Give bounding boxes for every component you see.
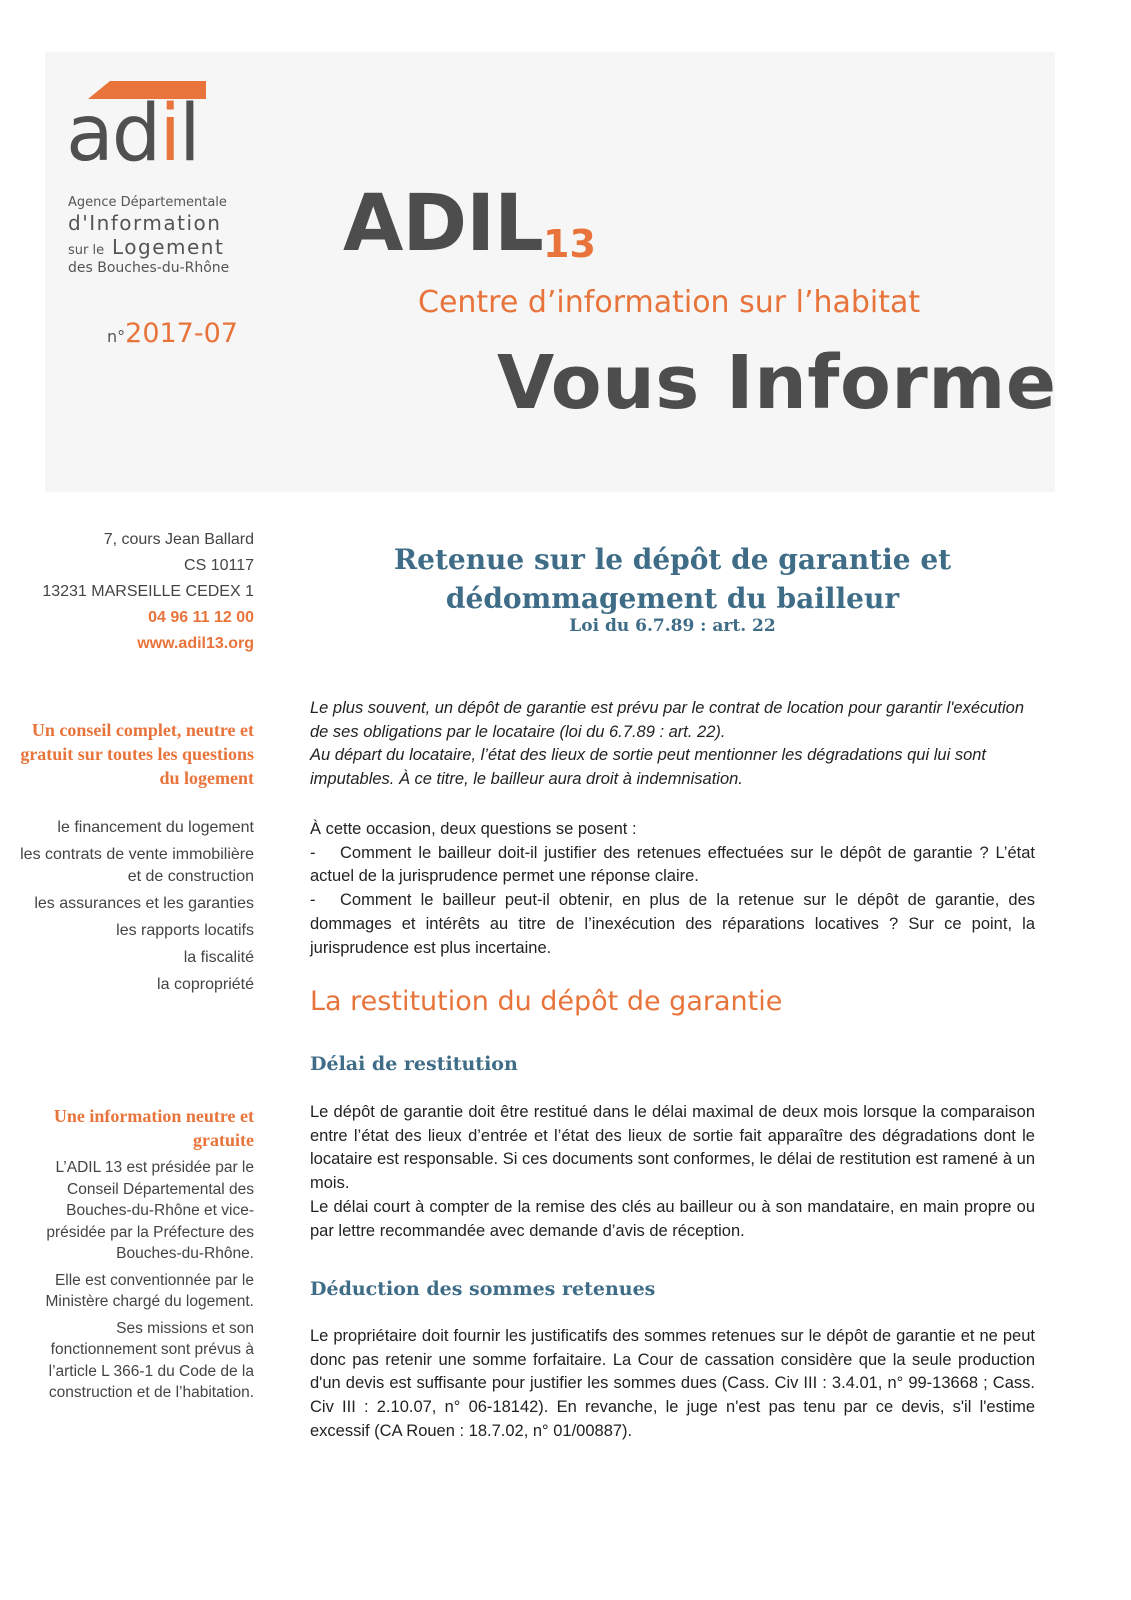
body-paragraph: Le propriétaire doit fournir les justificatifs des sommes retenues sur le dépôt de garantie et ne peut donc pas retenir une somme forfaitaire. La Cour de cassation considère que la seule production d'un devis est suffisante pour justifier les sommes dues (Cass. Civ III : 3.4.01, n° 99-13668 ; Cass. Civ III : 2.10.07, n° 06-18142). En revanche, le juge n'est pas tenu par ce devis, s'il l'estime excessif (CA Rouen : 18.7.02, n° 01/00887). [310,1327,1035,1440]
subsection-body [310,1101,1035,1243]
info-paragraph: L’ADIL 13 est présidée par le Conseil Départemental des Bouches-du-Rhône et vice-présidée par la Préfecture des Bouches-du-Rhône. [46,1159,254,1262]
intro-paragraph: Au départ du locataire, l’état des lieux de sortie peut mentionner les dégradations qui lui sont imputables. À ce titre, le bailleur aura droit à indemnisation. [310,746,987,789]
adil-logo [66,75,246,275]
info-heading: Une information neutre et gratuite [53,1106,254,1150]
subsection-body [310,1325,1035,1444]
section-heading: La restitution du dépôt de garantie [310,986,783,1017]
address-line: 7, cours Jean Ballard [103,531,254,548]
topic-item: la fiscalité [183,949,254,966]
questions [310,818,1035,960]
question-item: - Comment le bailleur peut-il obtenir, en plus de la retenue sur le dépôt de garantie, des dommages et intérêts au titre de l’inexécution des réparations locatives ? Sur ce point, la jurisprudence est plus incertaine. [310,891,1035,957]
topic-item: les contrats de vente immobilière et de construction [20,846,254,885]
topics-list [14,817,254,1001]
logo-line-3: sur le Logement [68,235,225,259]
article-title: Retenue sur le dépôt de garantie et dédommagement du bailleur [393,543,952,615]
phone-number: 04 96 11 12 00 [148,609,254,626]
subsection-heading: Délai de restitution [310,1053,518,1075]
brand-title: ADIL [343,179,543,269]
body-paragraph: Le délai court à compter de la remise des clés au bailleur ou à son mandataire, en main propre ou par lettre recommandée avec demande d’avis de réception. [310,1197,1035,1240]
headline: Vous Informe [497,340,1057,426]
address-line: CS 10117 [184,557,254,574]
brand-number: 13 [543,222,596,266]
logo-wordmark: adil [66,89,199,179]
dash-bullet: - [310,891,316,910]
intro-paragraph: Le plus souvent, un dépôt de garantie est prévu par le contrat de location pour garantir l'exécution de ses obligations par le locataire (loi du 6.7.89 : art. 22). [310,699,1025,741]
address-line: 13231 MARSEILLE CEDEX 1 [42,583,254,600]
logo-line-1: Agence Départementale [68,195,227,210]
issue-number: n°2017-07 [107,318,238,349]
info-paragraph: Ses missions et son fonctionnement sont prévus à l’article L 366-1 du Code de la construction et de l’habitation. [48,1319,254,1401]
address-block [42,527,254,657]
advice-heading: Un conseil complet, neutre et gratuit sur toutes les questions du logement [20,720,254,788]
website-link[interactable]: www.adil13.org [137,635,254,652]
logo-line-4: des Bouches-du-Rhône [68,260,230,276]
tagline: Centre d’information sur l’habitat [418,285,921,320]
body-paragraph: Le dépôt de garantie doit être restitué dans le délai maximal de deux mois lorsque la comparaison entre l’état des lieux d’entrée et l’état des lieux de sortie fait apparaître des dégradations dont le locataire est responsable. Si ces documents sont conformes, le délai de restitution est ramené à un mois. [310,1103,1035,1193]
question-item: - Comment le bailleur doit-il justifier des retenues effectuées sur le dépôt de garantie ? L’état actuel de la jurisprudence permet une réponse claire. [310,843,1035,886]
topic-item: les assurances et les garanties [34,895,254,912]
intro [310,697,1035,792]
dash-bullet: - [310,843,316,862]
logo-line-2: d'Information [68,211,222,235]
info-text [29,1157,254,1409]
info-paragraph: Elle est conventionnée par le Ministère chargé du logement. [45,1271,254,1310]
topic-item: les rapports locatifs [116,922,254,939]
article-subtitle: Loi du 6.7.89 : art. 22 [569,616,776,636]
questions-lead: À cette occasion, deux questions se posent : [310,820,637,838]
subsection-heading: Déduction des sommes retenues [310,1278,656,1300]
topic-item: la copropriété [157,976,254,993]
topic-item: le financement du logement [57,819,254,836]
